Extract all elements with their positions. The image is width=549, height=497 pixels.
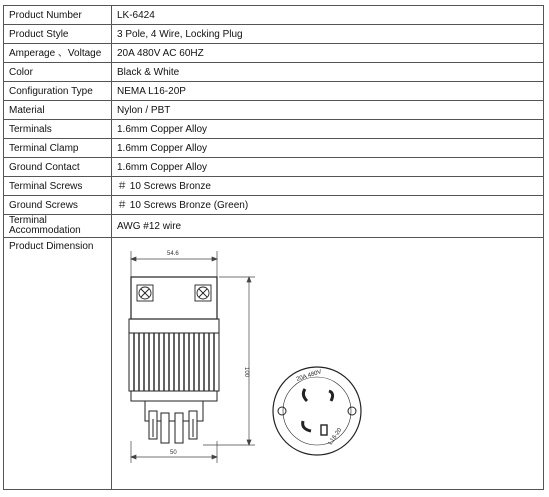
plug-face [273, 367, 361, 455]
height-text: 100 [243, 367, 249, 378]
face-rating-text: 20A 480V [295, 369, 323, 383]
plug-grip [129, 333, 219, 391]
spec-row [4, 120, 544, 139]
row-value: Black & White [112, 63, 544, 82]
plug-cap [131, 277, 217, 319]
row-value: 20A 480V AC 60HZ [112, 44, 544, 63]
spec-sheet [3, 5, 544, 492]
row-label: Product Dimension [4, 238, 112, 490]
spec-row [4, 101, 544, 120]
face-model-text: L16-20 [327, 427, 344, 447]
label-line-1: Terminal [9, 215, 47, 226]
row-value: 1.6mm Copper Alloy [112, 158, 544, 177]
row-label: Product Number [4, 6, 112, 25]
spec-row [4, 139, 544, 158]
spec-row-dimension [4, 238, 544, 490]
plug-drawing [117, 241, 547, 487]
row-label: Color [4, 63, 112, 82]
label-line-2: Accommodation [9, 225, 81, 236]
row-label [4, 215, 112, 238]
plug-blades [145, 401, 203, 443]
spec-row [4, 158, 544, 177]
spec-row [4, 6, 544, 25]
row-label: Terminals [4, 120, 112, 139]
width-top-text: 54.6 [167, 251, 179, 257]
dimension-cell [112, 238, 544, 490]
row-value: ＃ 10 Screws Bronze (Green) [112, 196, 544, 215]
row-label: Terminal Clamp [4, 139, 112, 158]
row-label: Ground Contact [4, 158, 112, 177]
row-value: 1.6mm Copper Alloy [112, 120, 544, 139]
row-value: AWG #12 wire [112, 215, 544, 238]
spec-row [4, 44, 544, 63]
row-value: 3 Pole, 4 Wire, Locking Plug [112, 25, 544, 44]
row-label: Amperage 、Voltage [4, 44, 112, 63]
row-label: Terminal Screws [4, 177, 112, 196]
row-label: Material [4, 101, 112, 120]
dimension-drawing [117, 241, 538, 487]
plug-base [131, 391, 217, 401]
plug-collar [129, 319, 219, 333]
row-value: 1.6mm Copper Alloy [112, 139, 544, 158]
row-value: NEMA L16-20P [112, 82, 544, 101]
row-value: ＃ 10 Screws Bronze [112, 177, 544, 196]
spec-row [4, 82, 544, 101]
spec-row [4, 196, 544, 215]
width-bottom-text: 50 [170, 450, 177, 456]
row-value: Nylon / PBT [112, 101, 544, 120]
spec-row [4, 63, 544, 82]
spec-table [3, 5, 544, 490]
row-label: Configuration Type [4, 82, 112, 101]
row-value: LK-6424 [112, 6, 544, 25]
row-label: Ground Screws [4, 196, 112, 215]
spec-row [4, 25, 544, 44]
spec-row [4, 177, 544, 196]
spec-row-accommodation [4, 215, 544, 238]
row-label: Product Style [4, 25, 112, 44]
